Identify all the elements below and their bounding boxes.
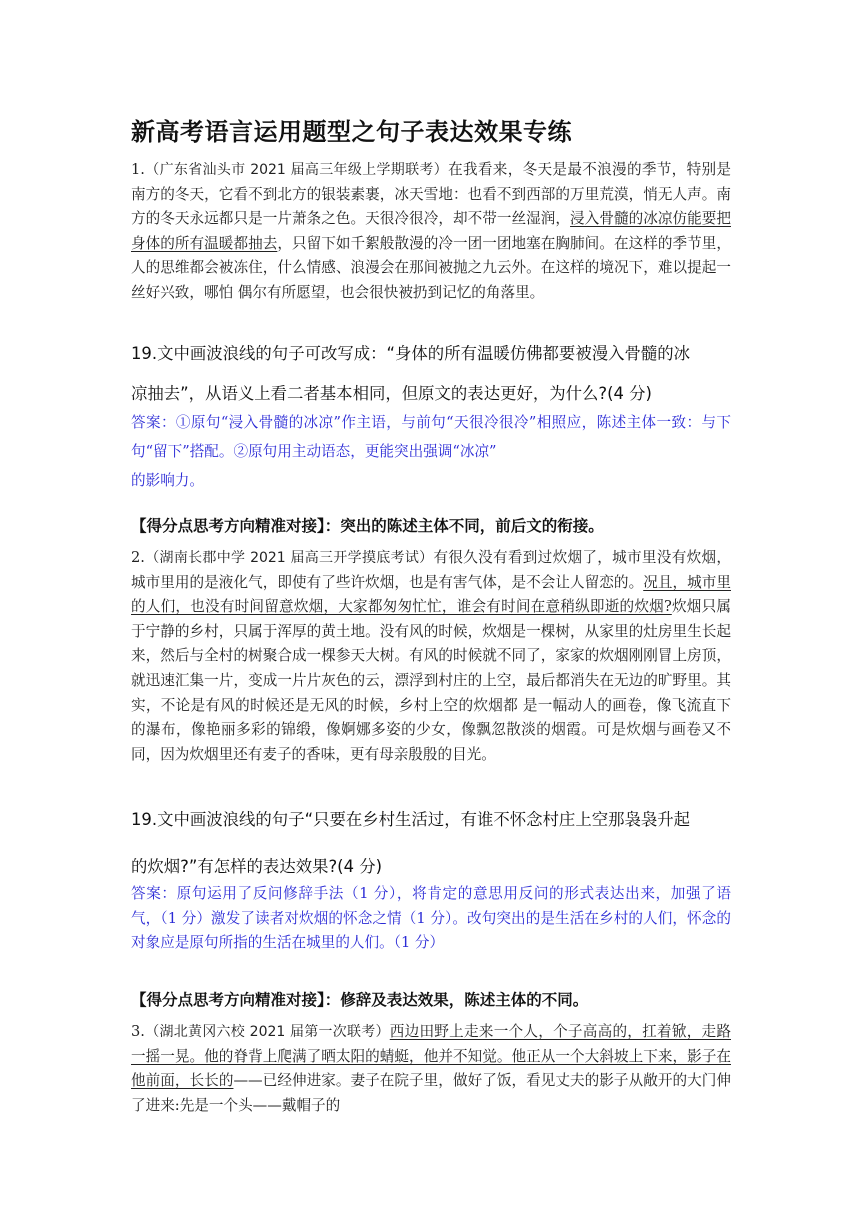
q1-scoring-tip: [131, 514, 604, 536]
q1-passage: [131, 158, 731, 306]
q1-source: （广东省汕头市 2021 届高三年级上学期联考）: [144, 162, 449, 178]
q3-number: 3.: [131, 1023, 145, 1040]
q2-underlined-sentence: 况且，城市里的人们，也没有时间留意炊烟，大家都匆匆忙忙，谁会有时间在意稍纵即逝的炊烟?: [131, 573, 731, 616]
q2-scoring-tip: [131, 988, 588, 1010]
q2-passage: [131, 546, 731, 767]
q1-number: 1.: [131, 161, 145, 178]
q1-underlined-sentence: 浸入骨髓的冰凉仿能要把身体的所有温暖都抽去: [131, 210, 731, 252]
q1-question-line-1: 19.文中画波浪线的句子可改写成：“身体的所有温暖仿佛都要被漫入骨髓的冰: [131, 344, 691, 363]
q2-answer: 答案：原句运用了反问修辞手法（1 分），将肯定的意思用反问的形式表达出来，加强了语气，（1 分）激发了读者对炊烟的怀念之情（1 分）。改句突出的是生活在乡村的人们，怀念的对象应是原句所指的生活在城里的人们。（1 分）: [131, 885, 731, 952]
q1-tip-label: 【得分点思考方向精准对接】：: [131, 517, 341, 535]
q3-text-b: ——已经伸进家。妻子在院子里，做好了饭，看见丈夫的影子从敞开的大门伸了进来:先是一个头——戴帽子的: [131, 1072, 731, 1114]
q1-answer-text: 答案：①原句“浸入骨髓的冰凉”作主语，与前句“天很冷很冷”相照应，陈述主体一致：与下句“留下”搭配。②原句用主动语态，更能突出强调“冰凉”: [131, 414, 731, 460]
q2-text-a: 有很久没有看到过炊烟了，城市里没有炊烟，城市里用的是液化气，即使有了些许炊烟，也是有害气体，是不会让人留恋的。: [131, 549, 731, 591]
q2-question-line-2: 的炊烟?”有怎样的表达效果?(4 分): [131, 857, 383, 876]
q1-tip-text: 突出的陈述主体不同，前后文的衔接。: [340, 517, 604, 535]
q1-question-line-2: 凉抽去”，从语义上看二者基本相同，但原文的表达更好，为什么?(4 分): [131, 384, 652, 403]
q3-passage: [131, 1020, 731, 1118]
q1-answer-end: 的影响力。: [131, 472, 204, 489]
document-title: 新高考语言运用题型之句子表达效果专练: [131, 118, 572, 146]
q2-tip-label: 【得分点思考方向精准对接】：: [131, 991, 341, 1009]
q1-text-a: 在我看来，冬天是最不浪漫的季节，特别是南方的冬天，它看不到北方的银装素裹，冰天雪地：也看不到西部的万里荒漠，悄无人声。南方的冬天永远都只是一片萧条之色。天很冷很冷，却不带一丝湿润，: [131, 161, 731, 228]
q1-text-b: ，只留下如千絮般散漫的冷一团一团地塞在胸肺间。在这样的季节里，人的思维都会被冻住，什么情感、浪漫会在那间被抛之九云外。在这样的境况下，难以提起一丝好兴致，哪怕 偶尔有所愿望，也会很快被扔到记忆的角落里。: [131, 234, 731, 301]
q3-underlined-sentence: 西边田野上走来一个人，个子高高的，扛着锨，走路一摇一晃。他的脊背上爬满了晒太阳的蜻蜓，他并不知觉。他正从一个大斜坡上下来，影子在他前面，长长的: [131, 1023, 731, 1090]
q2-source: （湖南长郡中学 2021 届高三开学摸底考试）: [144, 550, 434, 566]
q2-question-line-1: 19.文中画波浪线的句子“只要在乡村生活过，有谁不怀念村庄上空那袅袅升起: [131, 810, 691, 829]
q3-source: （湖北黄冈六校 2021 届第一次联考）: [144, 1024, 390, 1040]
q2-text-b: 炊烟只属于宁静的乡村，只属于浑厚的黄土地。没有风的时候，炊烟是一棵树，从家里的灶房里生长起来，然后与全村的树聚合成一棵参天大树。有风的时候就不同了，家家的炊烟刚刚冒上房顶，就迅速汇集一片，变成一片片灰色的云，漂浮到村庄的上空，最后都消失在无边的旷野里。其实，不论是有风的时候还是无风的时候，乡村上空的炊烟都 是一幅动人的画卷，像飞流直下的瀑布，像艳丽多彩的锦缎，像婀娜多姿的少女，像飘忽散淡的烟霞。可是炊烟与画卷又不同，因为炊烟里还有麦子的香味，更有母亲殷殷的目光。: [131, 598, 731, 763]
q2-number: 2.: [131, 549, 145, 566]
q1-answer: [131, 408, 731, 466]
q2-tip-text: 修辞及表达效果，陈述主体的不同。: [340, 991, 589, 1009]
